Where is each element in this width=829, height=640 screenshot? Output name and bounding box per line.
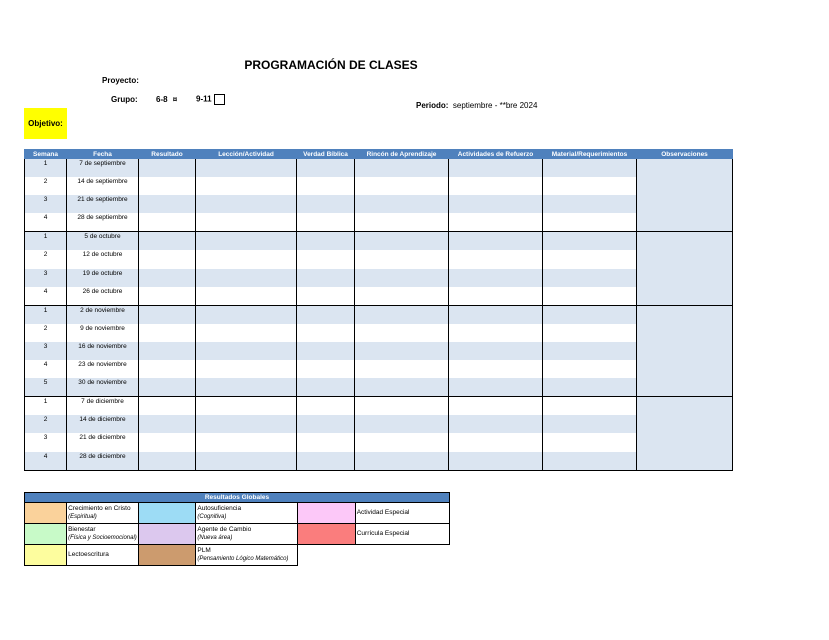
table-row [25,250,733,268]
material-cell[interactable] [543,159,637,178]
legend-label [196,545,297,566]
rincon-cell[interactable] [355,287,449,306]
legend-swatch [139,524,196,545]
table-row [25,177,733,195]
rincon-cell[interactable] [355,159,449,178]
leccion-cell[interactable] [196,213,297,232]
observaciones-cell[interactable] [637,305,733,396]
verdad-biblica-cell[interactable] [297,397,355,416]
legend-label [196,503,297,524]
table-row [25,195,733,213]
legend-label-sub: (Espiritual) [68,514,97,520]
page-title: PROGRAMACIÓN DE CLASES [244,58,418,72]
col-rincon: Rincón de Aprendizaje [355,150,449,159]
refuerzo-cell[interactable] [449,159,543,178]
table-row [25,342,733,360]
leccion-cell[interactable] [196,287,297,306]
fecha-cell: 28 de septiembre [67,213,139,232]
leccion-cell[interactable] [196,452,297,471]
leccion-cell[interactable] [196,415,297,433]
legend-swatch [297,503,355,524]
proyecto-label: Proyecto: [102,76,139,85]
fecha-cell: 21 de diciembre [67,433,139,451]
table-row [25,213,733,232]
table-row [25,269,733,287]
material-cell[interactable] [543,342,637,360]
refuerzo-cell[interactable] [449,433,543,451]
periodo-label: Periodo: [416,101,449,110]
col-refuerzo: Actividades de Refuerzo [449,150,543,159]
resultado-cell[interactable] [139,287,196,306]
legend-row [25,503,450,524]
resultado-cell[interactable] [139,342,196,360]
refuerzo-cell[interactable] [449,250,543,268]
periodo-field [416,95,537,113]
observaciones-cell[interactable] [637,397,733,470]
table-row [25,287,733,306]
legend-row [25,545,450,566]
legend-swatch [139,545,196,566]
semana-cell: 1 [25,232,67,251]
resultado-cell[interactable] [139,250,196,268]
rincon-cell[interactable] [355,232,449,251]
leccion-cell[interactable] [196,360,297,378]
grupo-option-9-11[interactable] [196,94,225,105]
legend-swatch [25,545,67,566]
verdad-biblica-cell[interactable] [297,250,355,268]
verdad-biblica-cell[interactable] [297,360,355,378]
table-row [25,415,733,433]
refuerzo-cell[interactable] [449,397,543,416]
rincon-cell[interactable] [355,415,449,433]
verdad-biblica-cell[interactable] [297,232,355,251]
resultado-cell[interactable] [139,305,196,324]
semana-cell: 1 [25,159,67,178]
rincon-cell[interactable] [355,397,449,416]
verdad-biblica-cell[interactable] [297,177,355,195]
semana-cell: 3 [25,195,67,213]
refuerzo-cell[interactable] [449,177,543,195]
col-semana: Semana [25,150,67,159]
material-cell[interactable] [543,324,637,342]
leccion-cell[interactable] [196,305,297,324]
leccion-cell[interactable] [196,232,297,251]
material-cell[interactable] [543,378,637,397]
rincon-cell[interactable] [355,195,449,213]
resultado-cell[interactable] [139,177,196,195]
verdad-biblica-cell[interactable] [297,324,355,342]
semana-cell: 1 [25,397,67,416]
leccion-cell[interactable] [196,177,297,195]
verdad-biblica-cell[interactable] [297,305,355,324]
table-row [25,360,733,378]
fecha-cell: 19 de octubre [67,269,139,287]
rincon-cell[interactable] [355,177,449,195]
leccion-cell[interactable] [196,250,297,268]
legend-label [196,524,297,545]
table-row [25,232,733,251]
legend-label-text: Actividad Especial [356,509,410,516]
leccion-cell[interactable] [196,195,297,213]
leccion-cell[interactable] [196,433,297,451]
legend-label [67,524,139,545]
legend-label-text: Crecimiento en Cristo [68,505,131,512]
option-mark-icon: ¤ [172,95,178,104]
semana-cell: 3 [25,342,67,360]
legend-label-text: PLM [197,547,211,554]
legend-label-text: Currícula Especial [356,530,410,537]
resultado-cell[interactable] [139,269,196,287]
semana-cell: 4 [25,287,67,306]
rincon-cell[interactable] [355,213,449,232]
legend-label-text: Bienestar [68,526,96,533]
refuerzo-cell[interactable] [449,360,543,378]
observaciones-cell[interactable] [637,159,733,232]
fecha-cell: 30 de noviembre [67,378,139,397]
refuerzo-cell[interactable] [449,195,543,213]
semana-cell: 2 [25,324,67,342]
material-cell[interactable] [543,433,637,451]
material-cell[interactable] [543,360,637,378]
col-material: Material/Requerimientos [543,150,637,159]
semana-cell: 4 [25,360,67,378]
fecha-cell: 9 de noviembre [67,324,139,342]
legend-label-text: Lectoescritura [68,551,109,558]
resultado-cell[interactable] [139,195,196,213]
semana-cell: 3 [25,433,67,451]
observaciones-cell[interactable] [637,232,733,305]
legend-label [355,524,449,545]
resultado-cell[interactable] [139,433,196,451]
rincon-cell[interactable] [355,378,449,397]
resultado-cell[interactable] [139,324,196,342]
verdad-biblica-cell[interactable] [297,415,355,433]
refuerzo-cell[interactable] [449,213,543,232]
refuerzo-cell[interactable] [449,452,543,471]
resultado-cell[interactable] [139,213,196,232]
leccion-cell[interactable] [196,342,297,360]
material-cell[interactable] [543,177,637,195]
fecha-cell: 23 de noviembre [67,360,139,378]
legend-label-sub: (Nueva área) [197,535,233,541]
refuerzo-cell[interactable] [449,342,543,360]
rincon-cell[interactable] [355,269,449,287]
fecha-cell: 7 de septiembre [67,159,139,178]
legend-label-sub: (Cognitiva) [197,514,227,520]
table-row [25,159,733,178]
resultado-cell[interactable] [139,360,196,378]
legend-label [355,503,449,524]
legend-swatch [25,503,67,524]
leccion-cell[interactable] [196,397,297,416]
material-cell[interactable] [543,287,637,306]
fecha-cell: 14 de diciembre [67,415,139,433]
legend-label-text: Agente de Cambio [197,526,252,533]
material-cell[interactable] [543,250,637,268]
verdad-biblica-cell[interactable] [297,159,355,178]
refuerzo-cell[interactable] [449,287,543,306]
checkbox-icon[interactable] [214,94,225,105]
semana-cell: 2 [25,415,67,433]
grupo-option-6-8-label: 6-8 [156,95,168,104]
refuerzo-cell[interactable] [449,232,543,251]
resultado-cell[interactable] [139,452,196,471]
table-row [25,433,733,451]
semana-cell: 1 [25,305,67,324]
material-cell[interactable] [543,452,637,471]
material-cell[interactable] [543,415,637,433]
col-resultado: Resultado [139,150,196,159]
table-row [25,452,733,471]
semana-cell: 3 [25,269,67,287]
material-cell[interactable] [543,397,637,416]
fecha-cell: 12 de octubre [67,250,139,268]
fecha-cell: 2 de noviembre [67,305,139,324]
verdad-biblica-cell[interactable] [297,195,355,213]
material-cell[interactable] [543,269,637,287]
schedule-header-row [25,150,733,159]
legend-swatch [25,524,67,545]
fecha-cell: 28 de diciembre [67,452,139,471]
legend-row [25,524,450,545]
semana-cell: 4 [25,452,67,471]
resultado-cell[interactable] [139,159,196,178]
col-leccion: Lección/Actividad [196,150,297,159]
verdad-biblica-cell[interactable] [297,213,355,232]
rincon-cell[interactable] [355,360,449,378]
periodo-value: septiembre - **bre 2024 [452,101,538,110]
col-verdad-biblica: Verdad Bíblica [297,150,355,159]
rincon-cell[interactable] [355,305,449,324]
legend-title: Resultados Globales [25,493,450,503]
legend-swatch [139,503,196,524]
grupo-label: Grupo: [111,95,138,104]
schedule-table [24,149,733,471]
legend-swatch [297,524,355,545]
refuerzo-cell[interactable] [449,415,543,433]
legend-label [67,545,139,566]
material-cell[interactable] [543,195,637,213]
refuerzo-cell[interactable] [449,324,543,342]
table-row [25,305,733,324]
rincon-cell[interactable] [355,452,449,471]
col-fecha: Fecha [67,150,139,159]
objetivo-label: Objetivo: [24,108,67,139]
legend-label-text: Autosuficiencia [197,505,242,512]
legend-label-sub: (Pensamiento Lógico Matemático) [197,556,289,562]
rincon-cell[interactable] [355,433,449,451]
fecha-cell: 16 de noviembre [67,342,139,360]
rincon-cell[interactable] [355,324,449,342]
verdad-biblica-cell[interactable] [297,342,355,360]
leccion-cell[interactable] [196,378,297,397]
verdad-biblica-cell[interactable] [297,452,355,471]
rincon-cell[interactable] [355,250,449,268]
semana-cell: 5 [25,378,67,397]
semana-cell: 2 [25,177,67,195]
refuerzo-cell[interactable] [449,269,543,287]
verdad-biblica-cell[interactable] [297,269,355,287]
verdad-biblica-cell[interactable] [297,378,355,397]
fecha-cell: 14 de septiembre [67,177,139,195]
rincon-cell[interactable] [355,342,449,360]
semana-cell: 4 [25,213,67,232]
legend-label-sub: (Física y Socioemocional) [68,535,137,541]
refuerzo-cell[interactable] [449,305,543,324]
legend-table [24,492,450,566]
resultado-cell[interactable] [139,232,196,251]
verdad-biblica-cell[interactable] [297,287,355,306]
fecha-cell: 5 de octubre [67,232,139,251]
fecha-cell: 21 de septiembre [67,195,139,213]
semana-cell: 2 [25,250,67,268]
leccion-cell[interactable] [196,324,297,342]
leccion-cell[interactable] [196,159,297,178]
fecha-cell: 7 de diciembre [67,397,139,416]
resultado-cell[interactable] [139,378,196,397]
material-cell[interactable] [543,232,637,251]
material-cell[interactable] [543,213,637,232]
grupo-option-9-11-label: 9-11 [196,94,212,104]
table-row [25,378,733,397]
refuerzo-cell[interactable] [449,378,543,397]
col-observaciones: Observaciones [637,150,733,159]
table-row [25,324,733,342]
verdad-biblica-cell[interactable] [297,433,355,451]
fecha-cell: 26 de octubre [67,287,139,306]
resultado-cell[interactable] [139,397,196,416]
legend-label [67,503,139,524]
table-row [25,397,733,416]
material-cell[interactable] [543,305,637,324]
resultado-cell[interactable] [139,415,196,433]
leccion-cell[interactable] [196,269,297,287]
grupo-option-6-8[interactable] [156,95,177,104]
